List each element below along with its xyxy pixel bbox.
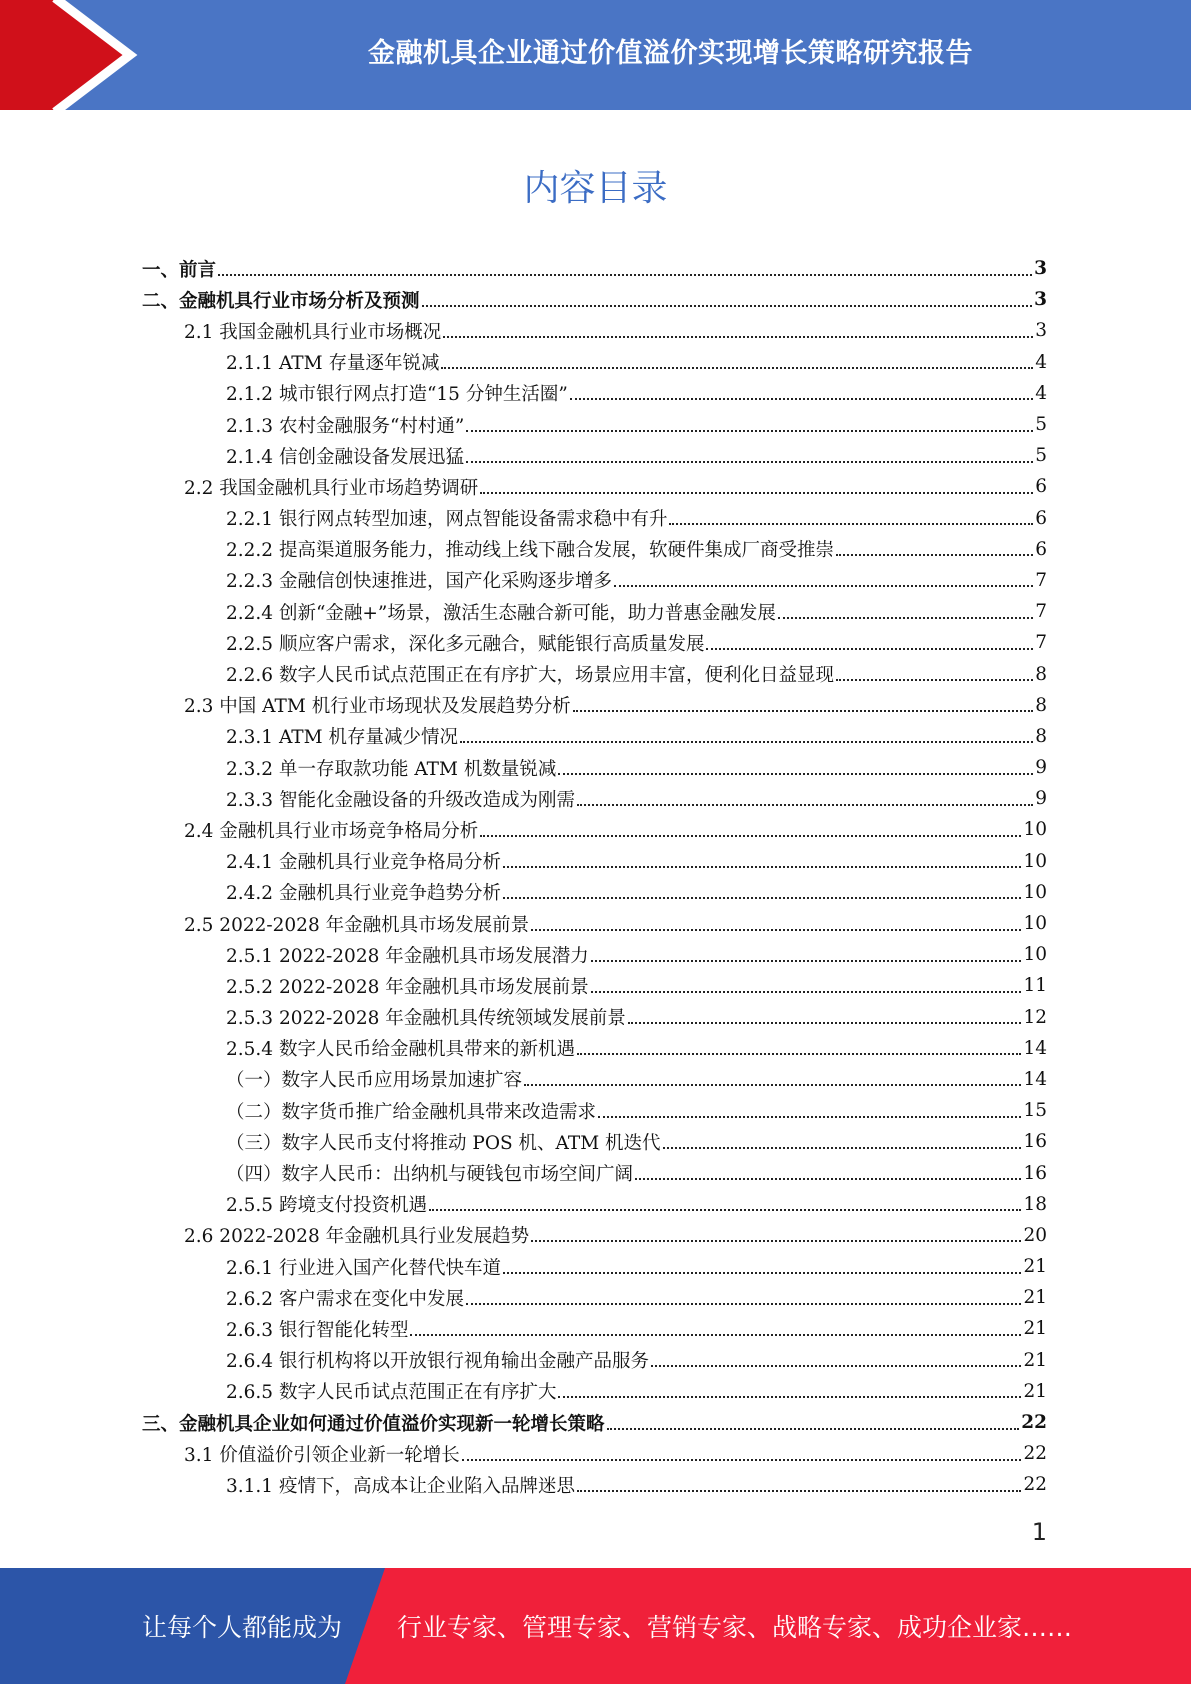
toc-entry-label: 2.3.2 单一存取款功能 ATM 机数量锐减 [226, 758, 557, 780]
toc-entry-label: 2.6.3 银行智能化转型 [226, 1319, 409, 1341]
toc-entry-label: 2.3.1 ATM 机存量减少情况 [226, 727, 458, 749]
toc-entry-label: （二）数字货币推广给金融机具带来改造需求 [226, 1101, 597, 1123]
toc-entry-page: 18 [1023, 1193, 1047, 1215]
toc-entry-label: 2.4 金融机具行业市场竞争格局分析 [184, 820, 479, 842]
toc-entry-label: 2.4.2 金融机具行业竞争趋势分析 [226, 883, 501, 905]
toc-dot-leader [480, 835, 1021, 837]
toc-dot-leader [598, 1116, 1021, 1118]
toc-entry-page: 22 [1023, 1443, 1047, 1465]
toc-entry[interactable] [142, 908, 1047, 939]
toc-entry-page: 6 [1035, 538, 1047, 560]
toc-entry-label: 3.1.1 疫情下，高成本让企业陷入品牌迷思 [226, 1475, 575, 1497]
toc-dot-leader [577, 1490, 1021, 1492]
toc-entry-label: 2.5.1 2022-2028 年金融机具市场发展潜力 [226, 945, 589, 967]
toc-entry[interactable] [142, 814, 1047, 845]
toc-entry-label: 2.3 中国 ATM 机行业市场现状及发展趋势分析 [184, 696, 571, 718]
toc-dot-leader [524, 1084, 1021, 1086]
toc-entry-label: 2.2.2 提高渠道服务能力，推动线上线下融合发展，软硬件集成厂商受推崇 [226, 540, 834, 562]
toc-entry-page: 3 [1034, 289, 1047, 311]
page-header [0, 0, 1191, 110]
toc-entry[interactable] [142, 752, 1047, 783]
toc-dot-leader [573, 710, 1034, 712]
toc-dot-leader [651, 1365, 1021, 1367]
toc-entry-page: 3 [1035, 320, 1047, 342]
toc-dot-leader [836, 679, 1033, 681]
toc-entry[interactable] [142, 1157, 1047, 1188]
toc-entry-label: 2.5.5 跨境支付投资机遇 [226, 1195, 427, 1217]
toc-dot-leader [429, 1209, 1021, 1211]
toc-entry-page: 21 [1023, 1380, 1047, 1402]
toc-entry[interactable] [142, 1282, 1047, 1313]
toc-entry[interactable] [142, 1251, 1047, 1282]
toc-entry[interactable] [142, 627, 1047, 658]
toc-entry-label: 2.5.2 2022-2028 年金融机具市场发展前景 [226, 976, 589, 998]
toc-entry[interactable] [142, 846, 1047, 877]
toc-dot-leader [778, 617, 1033, 619]
toc-entry-page: 21 [1023, 1256, 1047, 1278]
toc-dot-leader [577, 804, 1033, 806]
toc-entry-label: 2.6 2022-2028 年金融机具行业发展趋势 [184, 1226, 530, 1248]
toc-dot-leader [570, 398, 1033, 400]
toc-entry-page: 16 [1023, 1162, 1047, 1184]
toc-entry-page: 10 [1023, 819, 1047, 841]
toc-entry-page: 14 [1023, 1037, 1047, 1059]
toc-dot-leader [531, 929, 1021, 931]
toc-entry-page: 22 [1023, 1474, 1047, 1496]
toc-entry-page: 7 [1035, 601, 1047, 623]
toc-dot-leader [503, 897, 1021, 899]
toc-entry[interactable] [142, 409, 1047, 440]
toc-entry-page: 6 [1035, 507, 1047, 529]
footer-slogan-left: 让每个人都能成为 [142, 1613, 343, 1642]
toc-entry[interactable] [142, 1126, 1047, 1157]
toc-entry[interactable] [142, 1345, 1047, 1376]
toc-dot-leader [706, 648, 1033, 650]
toc-entry-label: 2.4.1 金融机具行业竞争格局分析 [226, 852, 501, 874]
toc-entry-label: 二、金融机具行业市场分析及预测 [142, 290, 420, 312]
page-number: 1 [1031, 1518, 1047, 1546]
toc-entry[interactable] [142, 284, 1047, 315]
toc-entry-label: 2.1.4 信创金融设备发展迅猛 [226, 446, 464, 468]
toc-dot-leader [591, 991, 1022, 993]
toc-entry-label: 一、前言 [142, 259, 217, 281]
toc-dot-leader [410, 1334, 1021, 1336]
toc-entry-label: 2.6.1 行业进入国产化替代快车道 [226, 1257, 501, 1279]
toc-entry[interactable] [142, 315, 1047, 346]
toc-dot-leader [669, 523, 1033, 525]
toc-dot-leader [635, 1178, 1021, 1180]
toc-dot-leader [836, 554, 1033, 556]
toc-entry-page: 14 [1023, 1068, 1047, 1090]
toc-entry-page: 21 [1023, 1287, 1047, 1309]
toc-entry-label: 2.2.5 顺应客户需求，深化多元融合，赋能银行高质量发展 [226, 633, 705, 655]
toc-entry-page: 6 [1035, 476, 1047, 498]
toc-entry-label: 2.1.2 城市银行网点打造“15 分钟生活圈” [226, 384, 568, 406]
toc-entry-page: 9 [1035, 788, 1047, 810]
toc-entry-label: 2.2 我国金融机具行业市场趋势调研 [184, 477, 479, 499]
toc-dot-leader [503, 1272, 1021, 1274]
toc-entry[interactable] [142, 378, 1047, 409]
toc-dot-leader [466, 461, 1033, 463]
toc-entry-page: 21 [1023, 1318, 1047, 1340]
toc-entry-label: 2.5 2022-2028 年金融机具市场发展前景 [184, 914, 530, 936]
toc-entry[interactable] [142, 690, 1047, 721]
toc-entry[interactable] [142, 347, 1047, 378]
toc-entry[interactable] [142, 1220, 1047, 1251]
toc-entry-label: （四）数字人民币：出纳机与硬钱包市场空间广阔 [226, 1164, 634, 1186]
toc-entry[interactable] [142, 721, 1047, 752]
toc-entry-page: 8 [1035, 694, 1047, 716]
toc-entry-page: 10 [1023, 881, 1047, 903]
toc-entry-label: 3.1 价值溢价引领企业新一轮增长 [184, 1444, 460, 1466]
toc-entry-page: 15 [1023, 1100, 1047, 1122]
toc-entry-label: 2.2.4 创新“金融+”场景，激活生态融合新可能，助力普惠金融发展 [226, 602, 776, 624]
toc-dot-leader [663, 1147, 1022, 1149]
toc-entry-page: 5 [1035, 445, 1047, 467]
toc-dot-leader [422, 305, 1033, 307]
toc-dot-leader [466, 430, 1033, 432]
toc-entry-page: 16 [1023, 1131, 1047, 1153]
toc-entry[interactable] [142, 1469, 1047, 1500]
toc-entry-label: 2.1.1 ATM 存量逐年锐减 [226, 353, 440, 375]
toc-entry[interactable] [142, 534, 1047, 565]
toc-dot-leader [607, 1428, 1020, 1430]
toc-dot-leader [531, 1240, 1021, 1242]
toc-dot-leader [441, 367, 1033, 369]
toc-dot-leader [460, 741, 1033, 743]
toc-dot-leader [503, 866, 1021, 868]
toc-entry[interactable] [142, 1407, 1047, 1438]
toc-dot-leader [466, 1303, 1021, 1305]
toc-entry-label: 2.1.3 农村金融服务“村村通” [226, 415, 465, 437]
toc-entry[interactable] [142, 1189, 1047, 1220]
toc-dot-leader [591, 960, 1022, 962]
toc-entry-page: 4 [1035, 382, 1047, 404]
toc-entry-label: 三、金融机具企业如何通过价值溢价实现新一轮增长策略 [142, 1413, 605, 1435]
toc-entry-page: 8 [1035, 725, 1047, 747]
toc-entry[interactable] [142, 1313, 1047, 1344]
toc-entry-page: 7 [1035, 632, 1047, 654]
toc-entry-label: 2.2.6 数字人民币试点范围正在有序扩大，场景应用丰富，便利化日益显现 [226, 665, 834, 687]
toc-entry-page: 12 [1023, 1006, 1047, 1028]
toc-entry[interactable] [142, 1033, 1047, 1064]
table-of-contents [142, 253, 1047, 1501]
toc-dot-leader [614, 585, 1033, 587]
toc-entry-page: 5 [1035, 414, 1047, 436]
toc-entry-label: 2.1 我国金融机具行业市场概况 [184, 321, 442, 343]
toc-entry[interactable] [142, 939, 1047, 970]
toc-entry[interactable] [142, 1438, 1047, 1469]
toc-entry-page: 10 [1023, 913, 1047, 935]
toc-entry-page: 22 [1021, 1412, 1047, 1434]
toc-entry-page: 7 [1035, 569, 1047, 591]
toc-entry-label: （一）数字人民币应用场景加速扩容 [226, 1070, 523, 1092]
footer-slogan-right: 行业专家、管理专家、营销专家、战略专家、成功企业家…… [397, 1613, 1073, 1642]
toc-dot-leader [577, 1053, 1021, 1055]
toc-entry-label: 2.6.4 银行机构将以开放银行视角输出金融产品服务 [226, 1351, 649, 1373]
toc-dot-leader [480, 492, 1033, 494]
toc-entry[interactable] [142, 471, 1047, 502]
toc-entry[interactable] [142, 440, 1047, 471]
toc-entry-label: 2.3.3 智能化金融设备的升级改造成为刚需 [226, 789, 575, 811]
toc-entry-label: 2.2.1 银行网点转型加速，网点智能设备需求稳中有升 [226, 509, 668, 531]
toc-entry[interactable] [142, 1376, 1047, 1407]
toc-heading: 内容目录 [523, 168, 668, 209]
toc-entry-label: 2.6.5 数字人民币试点范围正在有序扩大 [226, 1382, 557, 1404]
toc-entry-page: 9 [1035, 757, 1047, 779]
toc-entry[interactable] [142, 658, 1047, 689]
toc-dot-leader [218, 274, 1032, 276]
toc-entry[interactable] [142, 970, 1047, 1001]
toc-dot-leader [628, 1022, 1022, 1024]
toc-entry-page: 21 [1023, 1349, 1047, 1371]
toc-entry-label: 2.6.2 客户需求在变化中发展 [226, 1288, 464, 1310]
toc-entry[interactable] [142, 565, 1047, 596]
toc-entry-page: 20 [1023, 1224, 1047, 1246]
toc-entry-page: 11 [1023, 975, 1047, 997]
toc-entry[interactable] [142, 596, 1047, 627]
toc-entry-label: 2.5.3 2022-2028 年金融机具传统领域发展前景 [226, 1008, 626, 1030]
toc-entry[interactable] [142, 253, 1047, 284]
toc-entry-page: 10 [1023, 944, 1047, 966]
toc-entry-page: 10 [1023, 850, 1047, 872]
toc-dot-leader [462, 1459, 1022, 1461]
toc-dot-leader [558, 1396, 1021, 1398]
toc-entry[interactable] [142, 1002, 1047, 1033]
toc-dot-leader [443, 336, 1033, 338]
toc-entry[interactable] [142, 783, 1047, 814]
toc-entry-label: （三）数字人民币支付将推动 POS 机、ATM 机迭代 [226, 1132, 661, 1154]
page-footer [0, 1568, 1191, 1684]
report-title: 金融机具企业通过价值溢价实现增长策略研究报告 [368, 37, 973, 69]
toc-entry-page: 8 [1035, 663, 1047, 685]
toc-entry-page: 3 [1034, 258, 1047, 280]
toc-entry[interactable] [142, 1095, 1047, 1126]
toc-entry[interactable] [142, 877, 1047, 908]
toc-entry[interactable] [142, 503, 1047, 534]
toc-entry-label: 2.5.4 数字人民币给金融机具带来的新机遇 [226, 1039, 575, 1061]
toc-entry[interactable] [142, 1064, 1047, 1095]
toc-entry-label: 2.2.3 金融信创快速推进，国产化采购逐步增多 [226, 571, 612, 593]
toc-dot-leader [558, 773, 1033, 775]
toc-entry-page: 4 [1035, 351, 1047, 373]
